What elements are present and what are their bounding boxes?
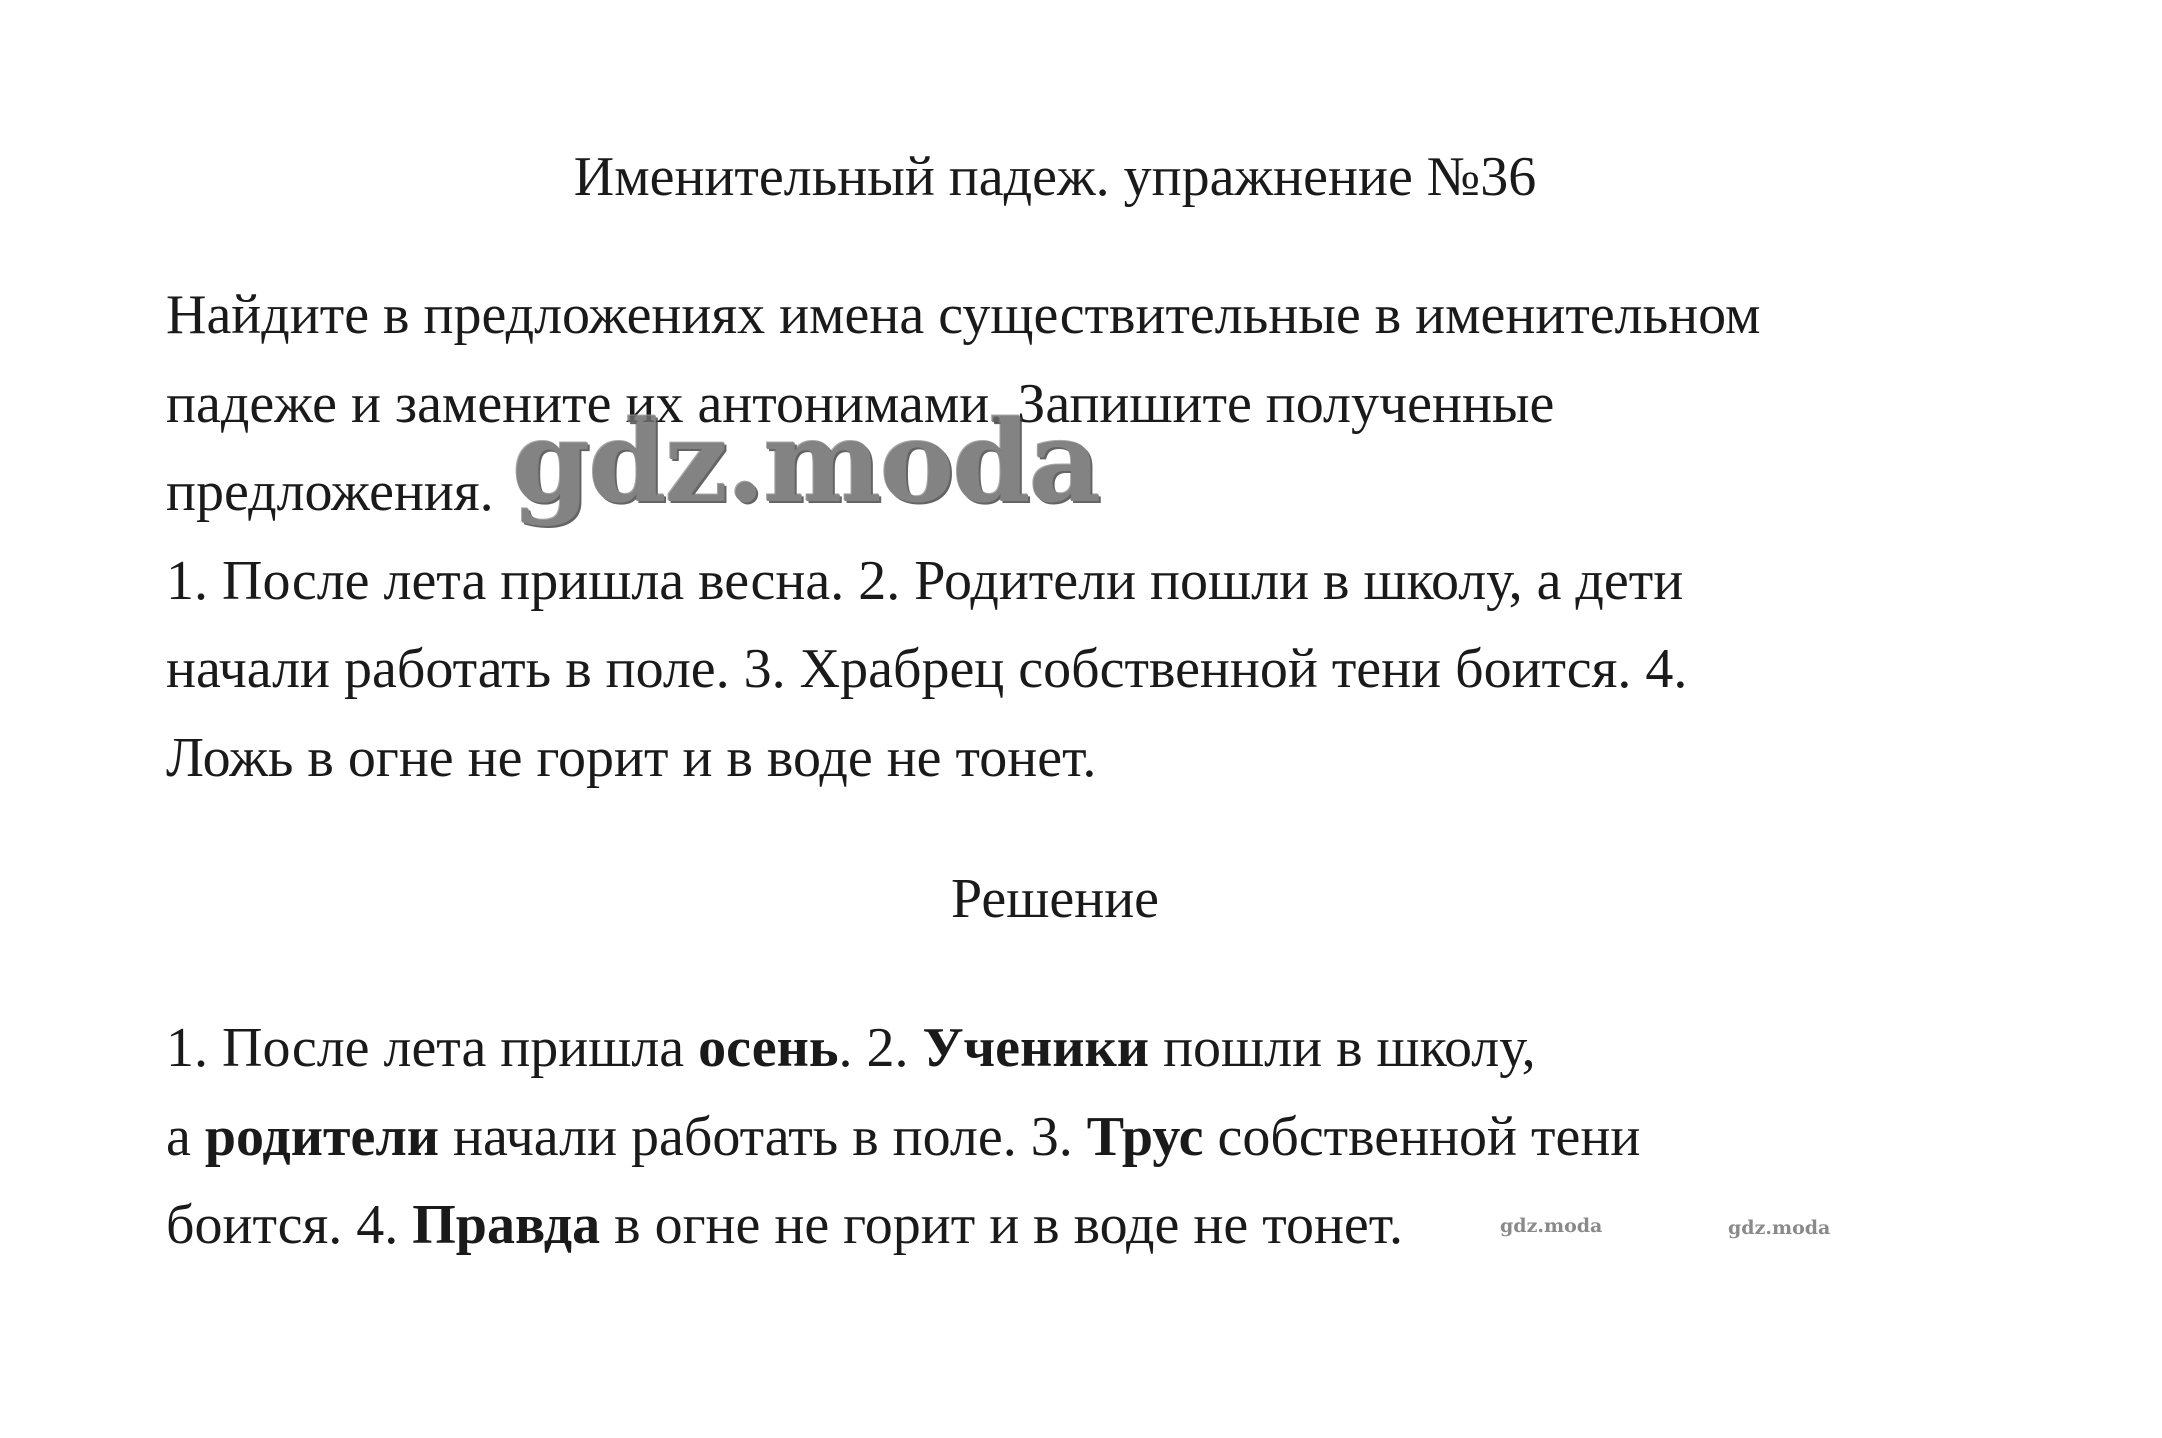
answer-keyword: осень bbox=[698, 1017, 839, 1079]
answer-text bbox=[166, 1004, 2066, 1270]
answer-keyword: Ученики bbox=[922, 1017, 1150, 1079]
answer-keyword: Трус bbox=[1086, 1105, 1204, 1168]
answer-fragment: . 2. bbox=[838, 1017, 923, 1079]
watermark-logo: gdz.moda bbox=[512, 397, 1100, 528]
answer-keyword: Правда bbox=[412, 1194, 601, 1256]
answer-fragment: в огне не горит и в воде не тонет. bbox=[600, 1194, 1404, 1256]
task-line: Найдите в предложениях имена существительные в именительном bbox=[166, 284, 1761, 346]
solution-heading: Решение bbox=[950, 868, 1160, 930]
page-title: Именительный падеж. упражнение №36 bbox=[573, 146, 1537, 208]
task-line: начали работать в поле. 3. Храбрец собственной тени боится. 4. bbox=[166, 638, 1688, 700]
answer-fragment: 1. После лета пришла bbox=[166, 1017, 699, 1079]
answer-fragment: боится. 4. bbox=[166, 1194, 413, 1256]
task-line: 1. После лета пришла весна. 2. Родители пошли в школу, а дети bbox=[166, 549, 1684, 612]
answer-fragment: начали работать в поле. 3. bbox=[439, 1105, 1087, 1168]
task-line: Ложь в огне не горит и в воде не тонет. bbox=[166, 726, 1097, 789]
answer-fragment: собственной тени bbox=[1203, 1105, 1641, 1168]
task-line: предложения. bbox=[166, 461, 494, 523]
task-text bbox=[166, 271, 2066, 802]
watermark-small: gdz.moda bbox=[1728, 1217, 1831, 1239]
answer-fragment: пошли в школу, bbox=[1149, 1017, 1536, 1079]
answer-line bbox=[166, 1004, 2066, 1093]
answer-fragment: а bbox=[166, 1105, 205, 1168]
watermark-small: gdz.moda bbox=[1500, 1215, 1603, 1237]
answer-line bbox=[166, 1181, 2066, 1270]
task-line: падеже и замените их антонимами. Запишите полученные bbox=[166, 372, 1555, 435]
answer-line bbox=[166, 1093, 2066, 1182]
answer-keyword: родители bbox=[204, 1105, 440, 1168]
